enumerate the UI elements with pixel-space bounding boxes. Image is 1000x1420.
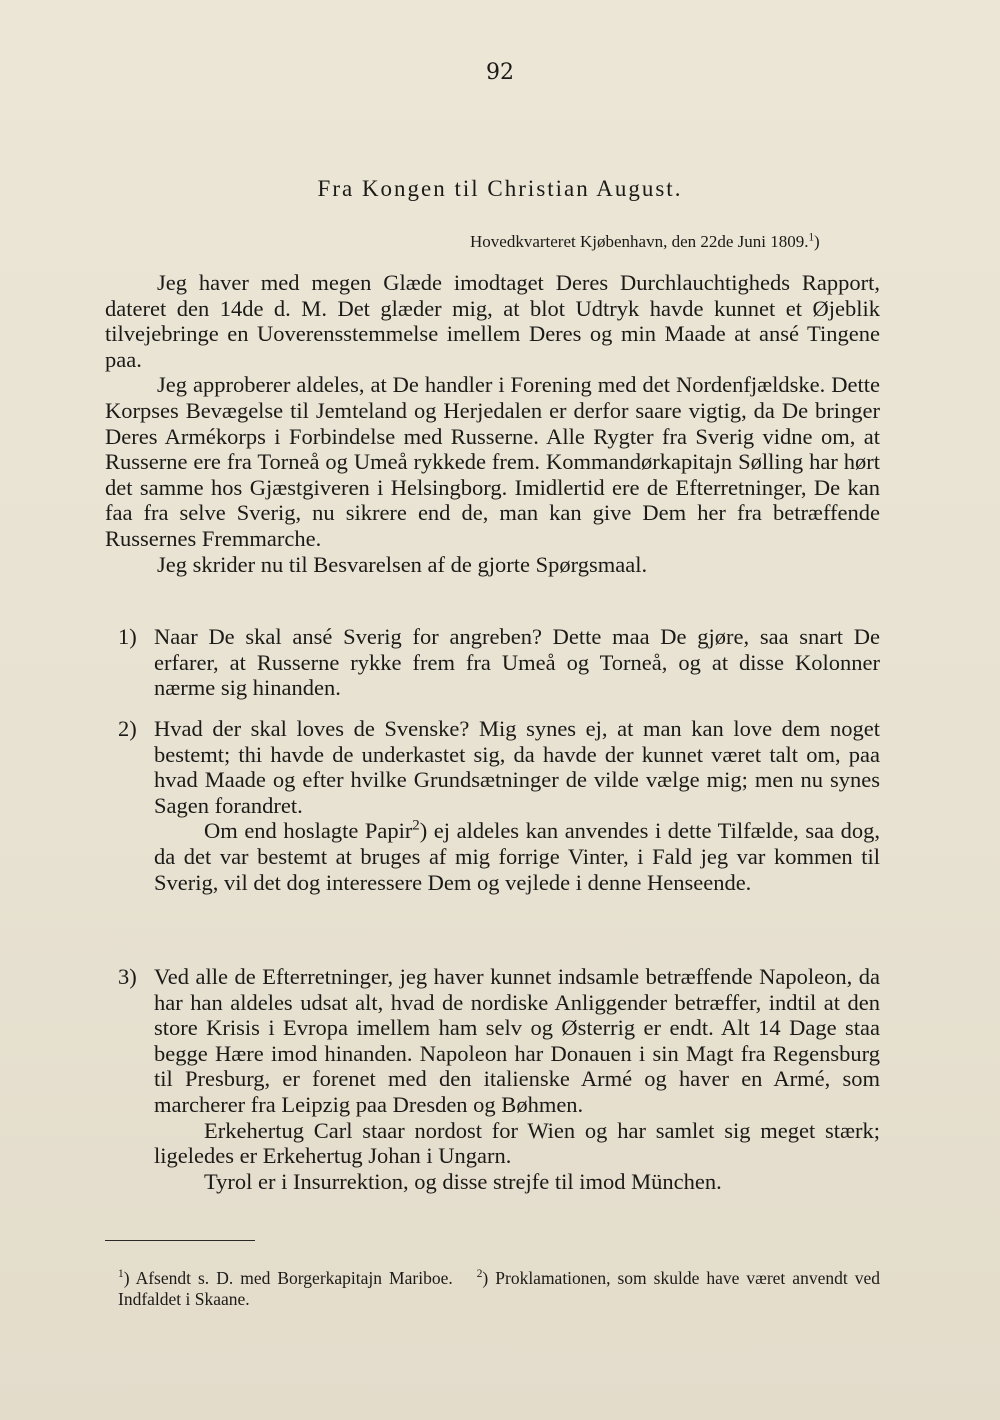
footnote-2: ) Proklamationen, som skulde have været anvendt ved Indfaldet i Skaane.	[118, 1268, 880, 1309]
footnote-divider	[105, 1240, 255, 1241]
dateline-ref-paren: )	[814, 232, 820, 251]
footnote-marker-2: 2	[476, 1268, 483, 1281]
letter-title: Fra Kongen til Christian August.	[317, 176, 683, 201]
item-number: 3)	[118, 964, 137, 989]
dateline	[470, 232, 820, 252]
item-continuation-start: Om end hoslagte Papir	[204, 818, 413, 844]
item-number: 1)	[118, 624, 137, 649]
footnotes	[118, 1268, 880, 1310]
paragraph-2: Jeg approberer aldeles, at De handler i Forening med det Nordenfjældske. Dette Korpses Bevægelse til Jemteland og Herjedalen er derfor saare vigtig, da De bringer Deres Armékorps i Forbindelse med Russerne. Alle Rygter fra Sverig vidne om, at Russerne ere fra Torneå og Umeå rykkede frem. Kommandørkapitajn Sølling har hørt det samme hos Gjæstgiveren i Helsingborg. Imidlertid ere de Efterretninger, De kan faa fra selve Sverig, nu sikrere end de, man kan give Dem her fra betræffende Russernes Fremmarche.	[105, 372, 880, 551]
paragraph-1: Jeg haver med megen Glæde imodtaget Deres Durchlauchtigheds Rapport, dateret den 14de d. M. Det glæder mig, at blot Udtryk havde kunnet et Øjeblik tilvejebringe en Uoverensstemmelse imellem Deres og min Maade at ansé Tingene paa.	[105, 270, 880, 372]
list-item-2	[118, 716, 880, 895]
page-number: 92	[486, 60, 514, 85]
item-continuation-2: Tyrol er i Insurrektion, og disse strejfe til imod München.	[204, 1168, 722, 1194]
footnote-ref-1: 1	[808, 231, 815, 244]
letter-intro	[105, 270, 880, 577]
list-item-1	[118, 624, 880, 701]
item-text: Naar De skal ansé Sverig for angreben? Dette maa De gjøre, saa snart De erfarer, at Russerne rykke frem fra Umeå og Torneå, og at disse Kolonner nærme sig hinanden.	[154, 624, 880, 701]
item-continuation	[154, 818, 880, 895]
dateline-text: Hovedkvarteret Kjøbenhavn, den 22de Juni 1809.	[470, 232, 809, 251]
footnote-ref-2: 2	[412, 817, 420, 834]
item-continuation-1: Erkehertug Carl staar nordost for Wien og har samlet sig meget stærk; ligeledes er Erkehertug Johan i Ungarn.	[154, 1117, 880, 1169]
footnote-marker-1: 1	[118, 1268, 124, 1281]
item-number: 2)	[118, 716, 137, 741]
item-text: Hvad der skal loves de Svenske? Mig synes ej, at man kan love dem noget bestemt; thi havde de underkastet sig, da havde der kunnet været talt om, paa hvad Maade og efter hvilke Grundsætninger de vilde vælge mig; men nu synes Sagen forandret.	[154, 716, 880, 818]
item-text: Ved alle de Efterretninger, jeg haver kunnet indsamle betræffende Napoleon, da har han aldeles udsat alt, hvad de nordiske Anliggender betræffer, indtil at den store Krisis i Evropa imellem ham selv og Østerrig er endt. Alt 14 Dage staa begge Hære imod hinanden. Napoleon har Donauen i sin Magt fra Regensburg til Presburg, er forenet med den italienske Armé og haver en Armé, som marcherer fra Leipzig paa Dresden og Bøhmen.	[154, 964, 880, 1117]
item-continuation-end: ) ej aldeles kan anvendes i dette Tilfælde, saa dog, da det var bestemt at bruges af mig forrige Vinter, i Fald jeg var kommen til Sverig, vil det dog interessere Dem og vejlede i denne Henseende.	[154, 818, 880, 895]
paragraph-3: Jeg skrider nu til Besvarelsen af de gjorte Spørgsmaal.	[157, 551, 648, 577]
list-item-3	[118, 964, 880, 1194]
footnote-1: ) Afsendt s. D. med Borgerkapitajn Mariboe.	[123, 1268, 453, 1288]
